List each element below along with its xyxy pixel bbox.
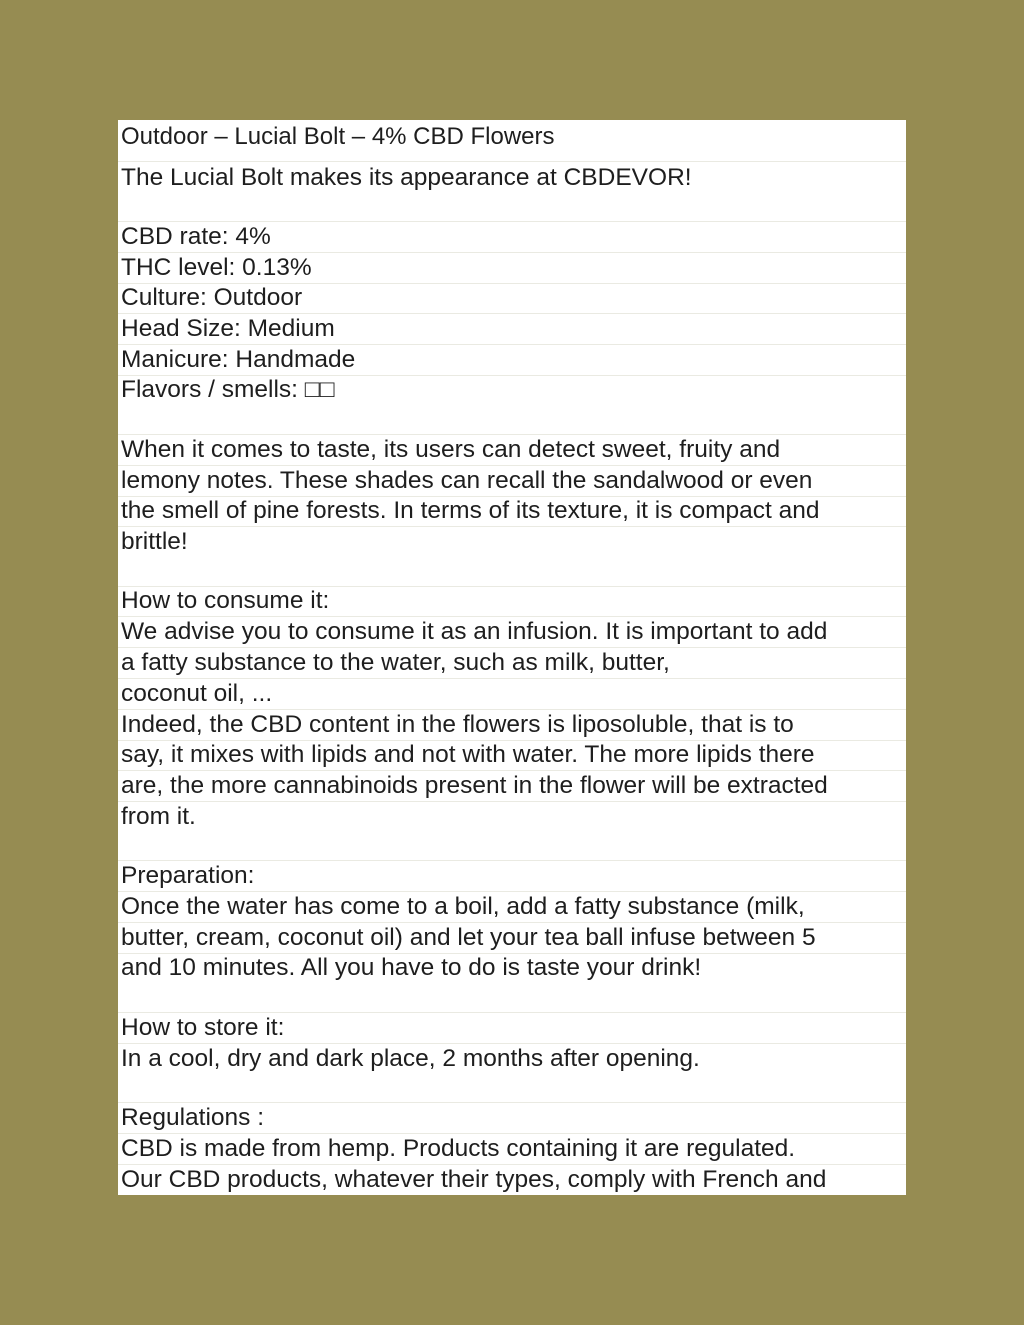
row-divider [118, 161, 906, 162]
spec-cbd-rate: CBD rate: 4% [121, 223, 271, 250]
preparation-paragraph-line: butter, cream, coconut oil) and let your tea ball infuse between 5 [121, 924, 816, 951]
preparation-paragraph-line: and 10 minutes. All you have to do is taste your drink! [121, 954, 702, 981]
regulations-heading: Regulations : [121, 1104, 265, 1131]
consume-paragraph-line: coconut oil, ... [121, 680, 273, 707]
consume-paragraph-line: We advise you to consume it as an infusion. It is important to add [121, 618, 828, 645]
consume-paragraph-line: a fatty substance to the water, such as milk, butter, [121, 649, 670, 676]
preparation-heading: Preparation: [121, 862, 255, 889]
spec-culture: Culture: Outdoor [121, 284, 303, 311]
taste-paragraph-line: When it comes to taste, its users can detect sweet, fruity and [121, 436, 781, 463]
taste-paragraph-line: brittle! [121, 528, 188, 555]
regulations-paragraph-line: CBD is made from hemp. Products containing it are regulated. [121, 1135, 796, 1162]
spec-manicure: Manicure: Handmade [121, 346, 356, 373]
spec-head-size: Head Size: Medium [121, 315, 335, 342]
store-paragraph-line: In a cool, dry and dark place, 2 months after opening. [121, 1045, 700, 1072]
consume-heading: How to consume it: [121, 587, 330, 614]
taste-paragraph-line: lemony notes. These shades can recall the sandalwood or even [121, 467, 813, 494]
preparation-paragraph-line: Once the water has come to a boil, add a fatty substance (milk, [121, 893, 805, 920]
spec-flavors: Flavors / smells: □□ [121, 376, 335, 403]
intro-text: The Lucial Bolt makes its appearance at CBDEVOR! [121, 164, 692, 191]
spec-thc-level: THC level: 0.13% [121, 254, 312, 281]
consume-paragraph-line: Indeed, the CBD content in the flowers is liposoluble, that is to [121, 711, 794, 738]
document-page [118, 120, 906, 1195]
consume-paragraph-line: say, it mixes with lipids and not with water. The more lipids there [121, 741, 815, 768]
regulations-paragraph-line: Our CBD products, whatever their types, comply with French and [121, 1166, 827, 1193]
document-title: Outdoor – Lucial Bolt – 4% CBD Flowers [121, 123, 555, 150]
taste-paragraph-line: the smell of pine forests. In terms of its texture, it is compact and [121, 497, 820, 524]
consume-paragraph-line: are, the more cannabinoids present in the flower will be extracted [121, 772, 828, 799]
consume-paragraph-line: from it. [121, 803, 196, 830]
store-heading: How to store it: [121, 1014, 285, 1041]
